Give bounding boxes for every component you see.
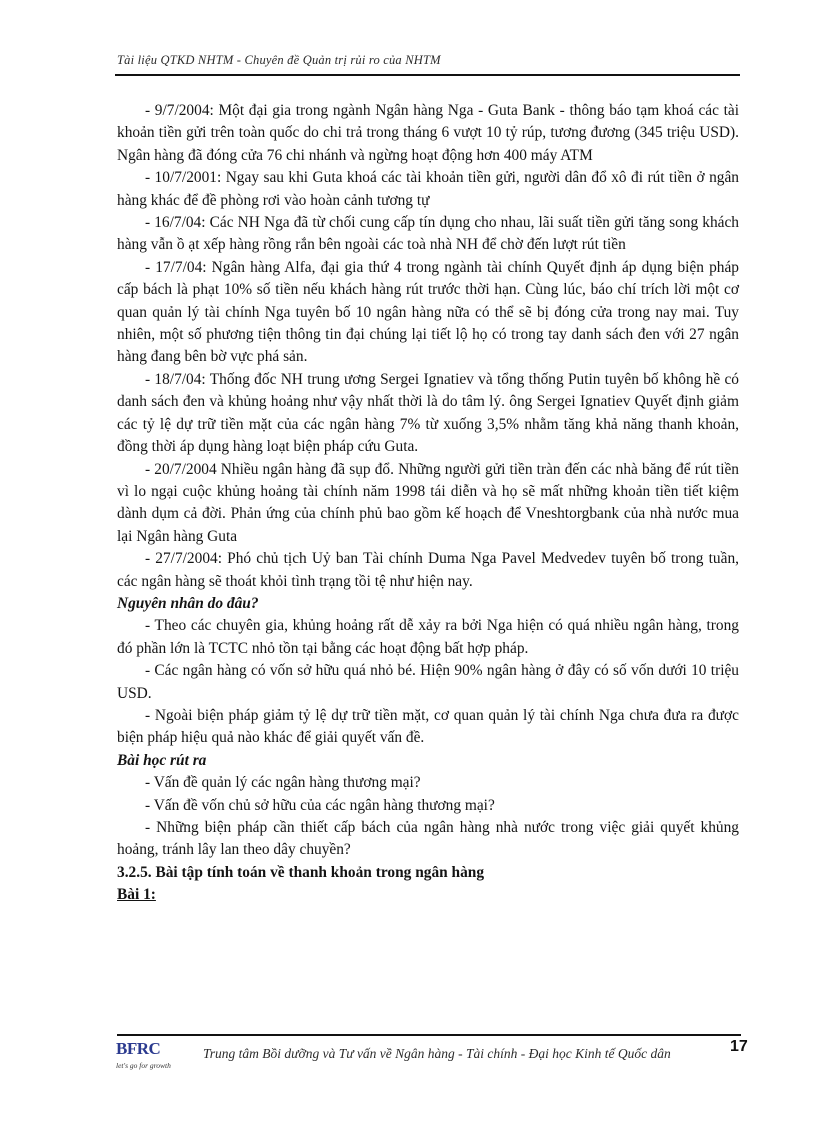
cause-paragraph: - Các ngân hàng có vốn sở hữu quá nhỏ bé. Hiện 90% ngân hàng ở đây có số vốn dưới 10 triệu USD. [117,662,739,702]
event-paragraph: - 27/7/2004: Phó chủ tịch Uỷ ban Tài chính Duma Nga Pavel Medvedev tuyên bố trong tuần, các ngân hàng sẽ thoát khỏi tình trạng tồi tệ như hiện nay. [117,550,739,590]
lessons-heading: Bài học rút ra [117,751,207,769]
bfrc-logo [116,1040,182,1076]
header-divider [115,74,740,76]
logo-slogan: let's go for growth [116,1061,171,1070]
lesson-item: - Vấn đề quản lý các ngân hàng thương mại? [145,774,421,792]
causes-heading: Nguyên nhân do đâu? [117,594,259,612]
event-paragraph: - 17/7/04: Ngân hàng Alfa, đại gia thứ 4 trong ngành tài chính Quyết định áp dụng biện pháp cấp bách là phạt 10% số tiền nếu khách hàng rút trước thời hạn. Cùng lúc, báo chí trích lời một cơ quan quản lý tài chính Nga tuyên bố 10 ngân hàng nữa có thể sẽ bị đóng cửa trong nay mai. Tuy nhiên, một số phương tiện thông tin đại chúng lại tiết lộ họ có trong tay danh sách đen với 27 ngân hàng đang bên bờ vực phá sản. [117,258,739,366]
event-paragraph: - 18/7/04: Thống đốc NH trung ương Sergei Ignatiev và tổng thống Putin tuyên bố không hề có danh sách đen và khủng hoảng như vậy nhất thời là do tâm lý. ông Sergei Ignatiev Quyết định giảm các tỷ lệ dự trữ tiền mặt của các ngân hàng 7% từ xuống 3,5% nhằm tăng khả năng thanh khoản, đồng thời áp dụng hàng loạt biện pháp cứu Guta. [117,370,739,456]
cause-paragraph: - Theo các chuyên gia, khủng hoảng rất dễ xảy ra bởi Nga hiện có quá nhiều ngân hàng, trong đó phần lớn là TCTC nhỏ tồn tại bằng các hoạt động bất hợp pháp. [117,617,739,657]
lesson-item: - Vấn đề vốn chủ sở hữu của các ngân hàng thương mại? [145,796,495,814]
document-body [117,100,739,907]
section-heading: 3.2.5. Bài tập tính toán về thanh khoản trong ngân hàng [117,863,485,881]
exercise-heading: Bài 1: [117,886,156,904]
logo-mark: BFRC [116,1039,161,1058]
event-paragraph: - 16/7/04: Các NH Nga đã từ chối cung cấp tín dụng cho nhau, lãi suất tiền gửi tăng song khách hàng vẫn ồ ạt xếp hàng rồng rắn bên ngoài các toà nhà NH để chờ đến lượt rút tiền [117,214,739,254]
cause-paragraph: - Ngoài biện pháp giảm tỷ lệ dự trữ tiền mặt, cơ quan quản lý tài chính Nga chưa đưa ra được biện pháp hiệu quả nào khác để giải quyết vấn đề. [117,706,739,747]
footer-divider [117,1034,741,1036]
event-paragraph: - 10/7/2001: Ngay sau khi Guta khoá các tài khoản tiền gửi, người dân đổ xô đi rút tiền ở ngân hàng khác để đề phòng rơi vào hoàn cảnh tương tự [117,169,739,209]
page-number: 17 [730,1038,748,1055]
event-paragraph: - 20/7/2004 Nhiều ngân hàng đã sụp đổ. Những người gửi tiền tràn đến các nhà băng để rút tiền vì lo ngại cuộc khủng hoảng tài chính năm 1998 tái diễn và họ sẽ mất những khoản tiền tiết kiệm dành dụm cả đời. Phản ứng của chính phủ bao gồm kế hoạch để Vneshtorgbank của nhà nước mua lại Ngân hàng Guta [117,460,739,545]
lesson-item: - Những biện pháp cần thiết cấp bách của ngân hàng nhà nước trong việc giải quyết khủng hoảng, tránh lây lan theo dây chuyền? [117,819,739,859]
running-footer: Trung tâm Bồi dưỡng và Tư vấn về Ngân hàng - Tài chính - Đại học Kinh tế Quốc dân [203,1046,671,1061]
event-paragraph: - 9/7/2004: Một đại gia trong ngành Ngân hàng Nga - Guta Bank - thông báo tạm khoá các tài khoản tiền gửi trên toàn quốc do chi trả trong tháng 6 vượt 10 tỷ rúp, tương đương (345 triệu USD). Ngân hàng đã đóng cửa 76 chi nhánh và ngừng hoạt động hơn 400 máy ATM [117,102,739,164]
running-header: Tài liệu QTKD NHTM - Chuyên đề Quản trị rủi ro của NHTM [117,53,441,67]
